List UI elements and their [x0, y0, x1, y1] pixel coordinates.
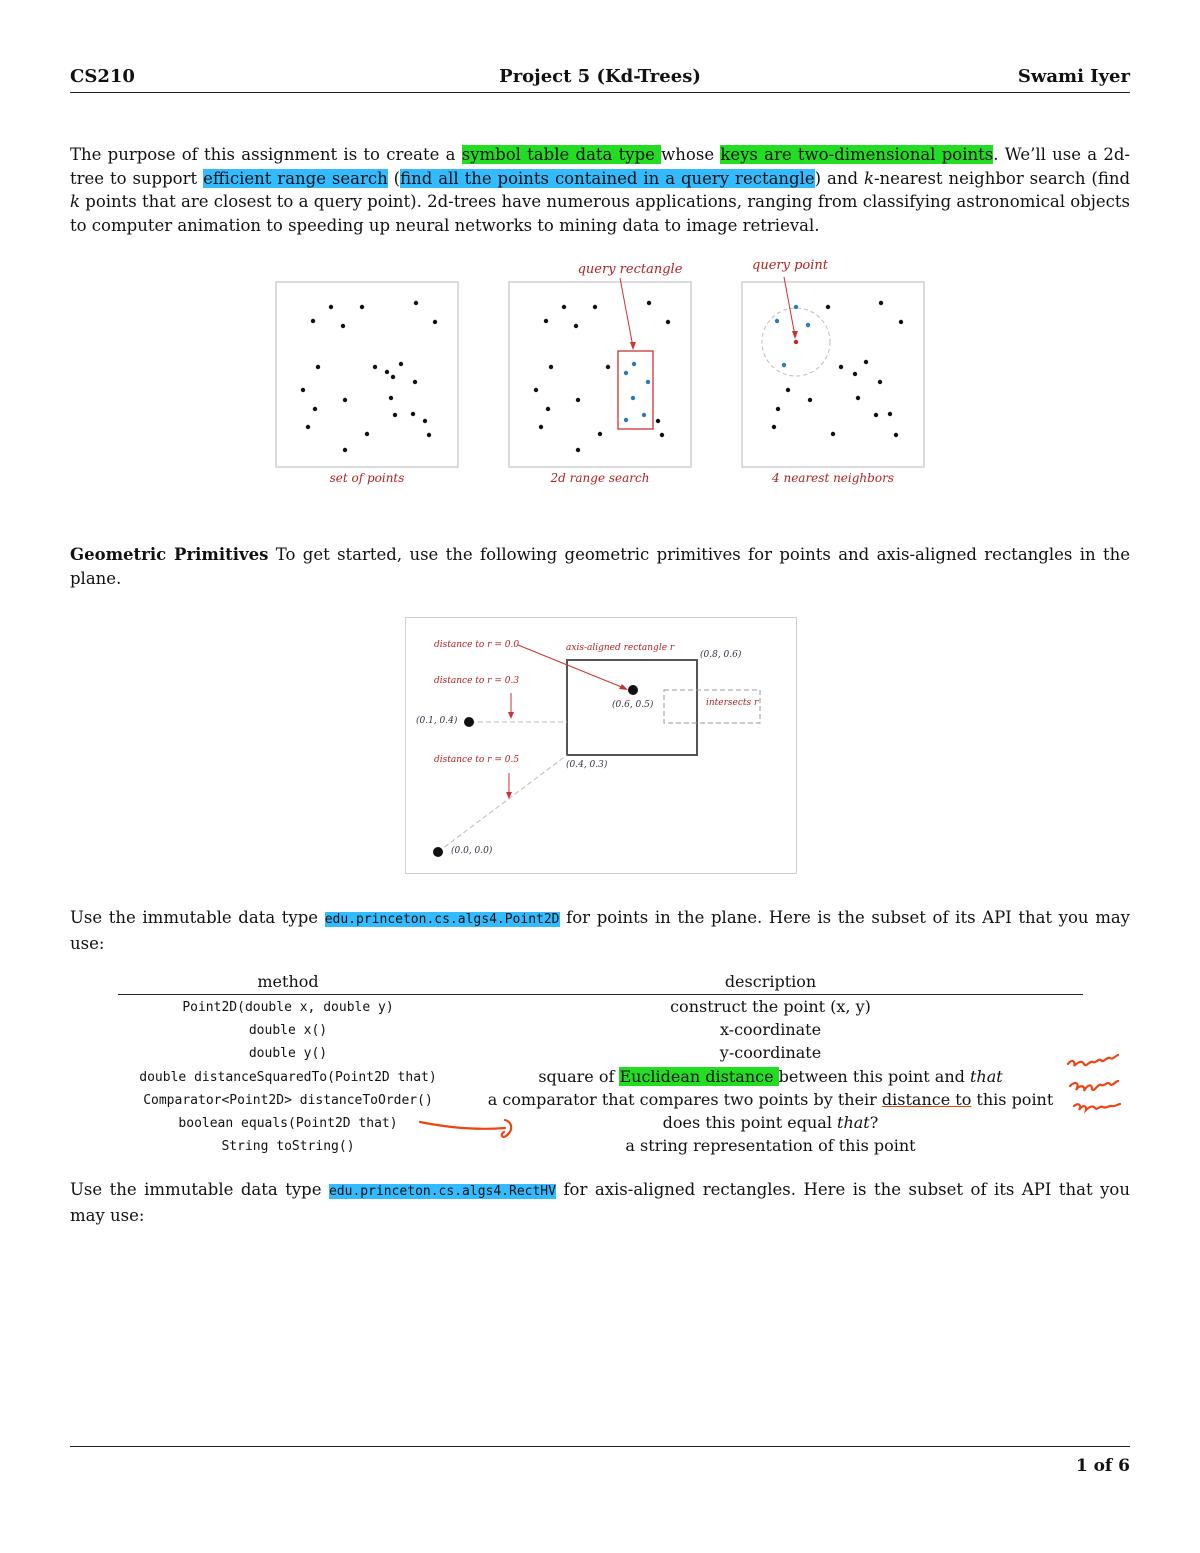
intro-paragraph — [70, 143, 1130, 237]
description-text: ? — [869, 1113, 879, 1132]
caption-range-search: 2d range search — [550, 471, 650, 485]
label-point-origin: (0.0, 0.0) — [451, 846, 493, 856]
intro-text: -nearest neighbor search (find — [873, 168, 1131, 188]
panel-nearest-neighbors — [742, 282, 924, 467]
description-text: square of — [538, 1067, 620, 1086]
column-method: method — [257, 972, 319, 991]
description-italic: that — [969, 1067, 1003, 1086]
intro-text: . We’ll use a 2d-tree to support — [70, 145, 1130, 188]
label-point-top-right: (0.8, 0.6) — [700, 650, 742, 660]
geometric-text: To get started, use the following geometric primitives for points and axis-aligned rectangles in the plane. — [70, 545, 1130, 588]
section-heading: Geometric Primitives — [70, 545, 269, 564]
method-cell: String toString() — [221, 1139, 355, 1154]
point2d-text: Use the immutable data type — [70, 908, 325, 927]
method-cell: Comparator<Point2D> distanceToOrder() — [143, 1093, 433, 1108]
table-row — [118, 997, 1083, 1020]
description-cell: x-coordinate — [719, 1020, 822, 1039]
description-cell: construct the point (x, y) — [670, 997, 871, 1016]
point2d-text: for points in the plane. Here is the subset of its API that you may use: — [70, 908, 1130, 953]
label-query-point: query point — [752, 258, 828, 273]
method-cell: Point2D(double x, double y) — [182, 1000, 394, 1015]
label-point-inside: (0.6, 0.5) — [612, 700, 654, 710]
panel-range-search — [509, 282, 691, 467]
highlight-range-search: efficient range search — [203, 168, 388, 188]
method-cell: double distanceSquaredTo(Point2D that) — [139, 1070, 437, 1085]
column-description: description — [724, 972, 817, 991]
kdtree-figure-svg — [270, 255, 940, 495]
table-row — [118, 1020, 1083, 1043]
geometric-primitives-figure — [405, 617, 797, 874]
label-rectangle: axis-aligned rectangle r — [566, 643, 675, 653]
description-text: does this point equal — [662, 1113, 838, 1132]
description-italic: that — [837, 1113, 870, 1132]
label-point-left: (0.1, 0.4) — [416, 716, 458, 726]
description-cell: y-coordinate — [719, 1043, 822, 1062]
point-inside — [628, 685, 638, 695]
intro-text: ( — [387, 168, 401, 188]
method-cell: double y() — [248, 1046, 328, 1061]
caption-nearest-neighbors: 4 nearest neighbors — [772, 471, 894, 485]
recthv-class-name: edu.princeton.cs.algs4.RectHV — [328, 1184, 556, 1199]
query-point — [794, 340, 798, 344]
page-header — [70, 66, 1130, 93]
highlight-keys: keys are two-dimensional points — [720, 145, 994, 164]
intro-text: The purpose of this assignment is to create a — [70, 145, 462, 164]
label-point-rect-corner: (0.4, 0.3) — [566, 760, 608, 770]
kdtree-figure — [270, 255, 940, 495]
recthv-text: Use the immutable data type — [70, 1180, 329, 1199]
handwritten-annotations — [410, 1050, 1140, 1145]
distance-line-origin — [438, 755, 567, 852]
point-origin — [433, 847, 443, 857]
method-cell: double x() — [248, 1023, 328, 1038]
author-name: Swami Iyer — [1017, 66, 1130, 87]
description-text: a comparator that compares two points by their — [487, 1090, 882, 1109]
point2d-class-name: edu.princeton.cs.algs4.Point2D — [324, 912, 560, 927]
highlight-euclidean: Euclidean distance — [619, 1067, 779, 1086]
api-table-header — [118, 972, 1083, 995]
underlined-distance-to: distance to — [881, 1090, 972, 1109]
handwritten-note — [1068, 1055, 1120, 1110]
geometric-primitives-paragraph — [70, 543, 1130, 590]
label-query-rectangle: query rectangle — [577, 262, 683, 277]
footer-divider — [70, 1446, 1130, 1447]
recthv-paragraph — [70, 1178, 1130, 1227]
math-k: k — [70, 192, 80, 211]
recthv-text: for axis-aligned rectangles. Here is the subset of its API that you may use: — [70, 1180, 1130, 1225]
label-intersects: intersects r — [706, 698, 759, 708]
arrow-annotation — [420, 1120, 511, 1137]
intro-text: whose — [661, 145, 721, 164]
label-distance-zero: distance to r = 0.0 — [434, 640, 520, 650]
description-cell: a string representation of this point — [625, 1136, 916, 1155]
intro-text: ) and — [814, 168, 864, 188]
description-text: this point — [971, 1090, 1054, 1109]
page-number: 1 of 6 — [1075, 1456, 1130, 1476]
math-k: k — [863, 168, 874, 188]
point2d-paragraph — [70, 906, 1130, 955]
label-distance-05: distance to r = 0.5 — [434, 755, 520, 765]
highlight-symbol-table: symbol table data type — [461, 145, 662, 164]
intro-text: points that are closest to a query point). 2d-trees have numerous applications, ranging from classifying astronomical objects to computer animation to speeding up neural networks to mining data to image retrieval. — [70, 192, 1130, 235]
course-code: CS210 — [70, 66, 135, 87]
label-distance-03: distance to r = 0.3 — [434, 676, 520, 686]
document-title: Project 5 (Kd-Trees) — [499, 66, 701, 87]
panel-set-of-points — [276, 282, 458, 467]
method-cell: boolean equals(Point2D that) — [178, 1116, 398, 1131]
highlight-find-points: find all the points contained in a query rectangle — [400, 168, 815, 188]
caption-set-of-points: set of points — [329, 471, 405, 485]
description-text: between this point and — [778, 1067, 970, 1086]
